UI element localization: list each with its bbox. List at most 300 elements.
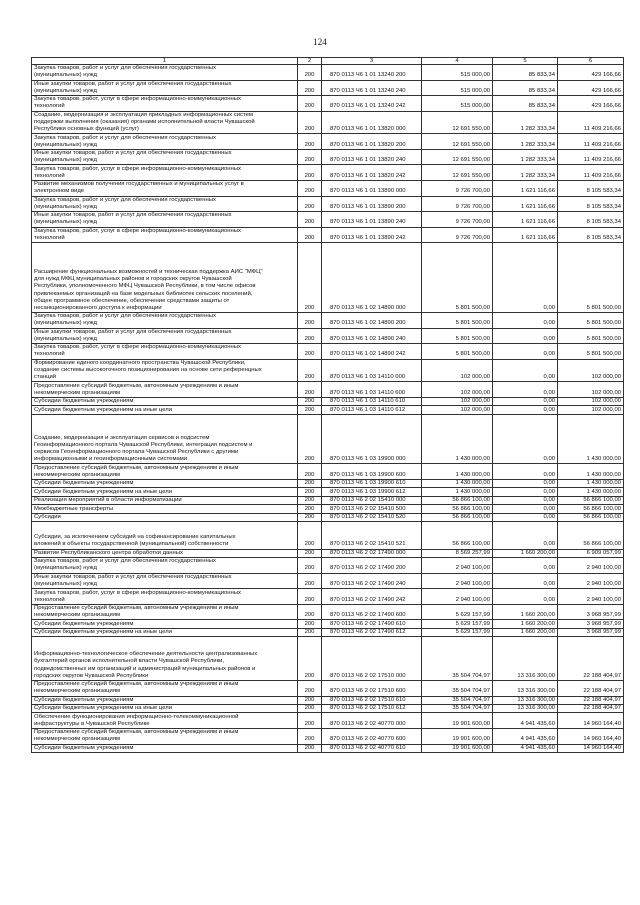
expense-name-line: Субсидии бюджетным учреждениям на иные цели: [34, 629, 173, 636]
expense-name-line: Предоставление субсидий бюджетным, автономным учреждениям и иным: [34, 605, 239, 612]
table-row: [32, 96, 624, 112]
table-row: [32, 65, 624, 81]
approved-amount-cell: 35 504 704,97: [422, 696, 493, 704]
expense-name-cell: [32, 522, 298, 549]
table-row: [32, 589, 624, 605]
table-row: [32, 397, 624, 405]
budget-classification-cell: 870 0113 Ч6 2 02 17490 200: [322, 558, 422, 574]
expense-name-line: Закупка товаров, работ и услуг для обеспечения государственных: [34, 65, 216, 72]
budget-classification-cell: 870 0113 Ч6 1 01 13820 200: [322, 134, 422, 150]
remaining-amount-cell: 102 000,00: [558, 406, 624, 414]
expense-name-line: (муниципальных) нужд: [34, 157, 97, 164]
expense-name-line: Закупка товаров, работ, услуг в сфере информационно-коммуникационных: [34, 344, 241, 351]
expense-name-line: Субсидии бюджетным учреждениям на иные цели: [34, 488, 173, 495]
remaining-amount-cell: 5 801 500,00: [558, 328, 624, 344]
budget-classification-cell: 870 0113 Ч6 1 03 14110 000: [322, 359, 422, 382]
expense-name-cell: [32, 713, 298, 729]
expense-name-line: (муниципальных) нужд: [34, 141, 97, 148]
approved-amount-cell: 35 504 704,97: [422, 680, 493, 696]
budget-classification-cell: 870 0113 Ч6 1 01 13820 242: [322, 165, 422, 181]
expense-name-line: (муниципальных) нужд: [34, 335, 97, 342]
executed-amount-cell: 1 660 200,00: [493, 549, 558, 557]
executed-amount-cell: 1 282 333,34: [493, 165, 558, 181]
table-row: [32, 505, 624, 513]
executed-amount-cell: 0,00: [493, 414, 558, 464]
expense-name-line: Закупка товаров, работ и услуг для обеспечения государственных: [34, 196, 216, 203]
code-cell: 200: [298, 196, 322, 212]
expense-name-line: Реализация мероприятий в области информатизации: [34, 497, 182, 504]
approved-amount-cell: 19 901 600,00: [422, 729, 493, 745]
budget-classification-cell: 870 0113 Ч6 1 01 13820 000: [322, 111, 422, 134]
budget-classification-cell: 870 0113 Ч6 1 03 19900 610: [322, 480, 422, 488]
expense-name-cell: [32, 480, 298, 488]
budget-classification-cell: 870 0113 Ч6 2 02 17510 612: [322, 704, 422, 712]
budget-classification-cell: 870 0113 Ч6 2 02 17490 240: [322, 573, 422, 589]
expense-name-cell: [32, 620, 298, 628]
code-cell: 200: [298, 696, 322, 704]
code-cell: 200: [298, 637, 322, 681]
expense-name-line: Республики, уполномоченного МФЦ Чувашской Республики, в том числе офисов: [34, 283, 256, 290]
code-cell: 200: [298, 165, 322, 181]
table-row: [32, 414, 624, 464]
table-row: [32, 406, 624, 414]
approved-amount-cell: 515 000,00: [422, 65, 493, 81]
expense-name-cell: [32, 149, 298, 165]
table-row: [32, 704, 624, 712]
expense-name-cell: [32, 729, 298, 745]
expense-name-cell: [32, 513, 298, 521]
code-cell: 200: [298, 480, 322, 488]
expense-name-cell: [32, 111, 298, 134]
remaining-amount-cell: 5 801 500,00: [558, 313, 624, 329]
budget-classification-cell: 870 0113 Ч6 1 01 13890 240: [322, 212, 422, 228]
executed-amount-cell: 13 316 300,00: [493, 704, 558, 712]
expense-name-line: Геоинформационного портала Чувашской Республики, интеграция подсистем и: [34, 441, 253, 448]
code-cell: 200: [298, 227, 322, 243]
header-cell: 1: [32, 58, 298, 65]
budget-classification-cell: 870 0113 Ч6 2 02 40770 610: [322, 744, 422, 752]
expense-name-line: (муниципальных) нужд: [34, 203, 97, 210]
budget-execution-table: [31, 57, 624, 753]
code-cell: 200: [298, 589, 322, 605]
code-cell: 200: [298, 604, 322, 620]
expense-name-cell: [32, 589, 298, 605]
code-cell: 200: [298, 513, 322, 521]
expense-name-line: Иные закупки товаров, работ и услуг для обеспечения государственных: [34, 328, 232, 335]
header-cell: 4: [422, 58, 493, 65]
table-row: [32, 637, 624, 681]
remaining-amount-cell: 8 105 583,34: [558, 196, 624, 212]
header-cell: 5: [493, 58, 558, 65]
remaining-amount-cell: 1 430 000,00: [558, 480, 624, 488]
remaining-amount-cell: 3 968 957,99: [558, 628, 624, 636]
remaining-amount-cell: 5 801 500,00: [558, 243, 624, 313]
executed-amount-cell: 0,00: [493, 505, 558, 513]
approved-amount-cell: 35 504 704,97: [422, 704, 493, 712]
expense-name-cell: [32, 464, 298, 480]
expense-name-line: технологий: [34, 351, 65, 358]
expense-name-line: технологий: [34, 235, 65, 241]
expense-name-cell: [32, 227, 298, 243]
page-number: 124: [313, 37, 327, 47]
expense-name-line: для нужд МФЦ муниципальных районов и городских округов Чувашской: [34, 276, 232, 283]
budget-classification-cell: 870 0113 Ч6 1 03 19900 000: [322, 414, 422, 464]
expense-name-line: некоммерческим организациям: [34, 688, 121, 695]
budget-classification-cell: 870 0113 Ч6 1 02 14890 242: [322, 344, 422, 360]
code-cell: 200: [298, 488, 322, 496]
code-cell: 200: [298, 628, 322, 636]
executed-amount-cell: 1 621 116,66: [493, 212, 558, 228]
code-cell: 200: [298, 406, 322, 414]
budget-classification-cell: 870 0113 Ч6 1 01 13890 242: [322, 227, 422, 243]
approved-amount-cell: 56 866 100,00: [422, 496, 493, 504]
executed-amount-cell: 0,00: [493, 382, 558, 398]
expense-name-line: Иные закупки товаров, работ и услуг для обеспечения государственных: [34, 573, 232, 580]
approved-amount-cell: 9 726 700,00: [422, 181, 493, 197]
remaining-amount-cell: 11 409 216,66: [558, 111, 624, 134]
expense-name-line: (муниципальных) нужд: [34, 565, 97, 572]
remaining-amount-cell: 22 188 404,97: [558, 704, 624, 712]
approved-amount-cell: 5 801 500,00: [422, 313, 493, 329]
budget-classification-cell: 870 0113 Ч6 2 02 17490 612: [322, 628, 422, 636]
expense-name-line: инфраструктуры в Чувашской Республике: [34, 720, 150, 727]
expense-name-line: Закупка товаров, работ, услуг в сфере информационно-коммуникационных: [34, 165, 241, 172]
expense-name-line: Республики основных функций (услуг): [34, 126, 139, 133]
table-row: [32, 464, 624, 480]
expense-name-line: несанкционированного доступа к информации: [34, 304, 162, 311]
expense-name-cell: [32, 359, 298, 382]
executed-amount-cell: 0,00: [493, 496, 558, 504]
expense-name-cell: [32, 328, 298, 344]
executed-amount-cell: 4 941 435,60: [493, 713, 558, 729]
code-cell: 200: [298, 134, 322, 150]
budget-classification-cell: 870 0113 Ч6 1 03 19900 612: [322, 488, 422, 496]
executed-amount-cell: 0,00: [493, 488, 558, 496]
code-cell: 200: [298, 414, 322, 464]
executed-amount-cell: 1 660 200,00: [493, 604, 558, 620]
executed-amount-cell: 13 316 300,00: [493, 680, 558, 696]
remaining-amount-cell: 11 409 216,66: [558, 149, 624, 165]
table-row: [32, 149, 624, 165]
remaining-amount-cell: 56 866 100,00: [558, 505, 624, 513]
remaining-amount-cell: 1 430 000,00: [558, 414, 624, 464]
expense-name-line: Предоставление субсидий бюджетным, автономным учреждениям и иным: [34, 464, 239, 471]
approved-amount-cell: 515 000,00: [422, 80, 493, 96]
expense-name-line: Создание, модернизация и эксплуатация сервисов и подсистем: [34, 434, 210, 441]
executed-amount-cell: 1 621 116,66: [493, 181, 558, 197]
expense-name-line: Закупка товаров, работ, услуг в сфере информационно-коммуникационных: [34, 227, 241, 234]
table-row: [32, 558, 624, 574]
table-row: [32, 604, 624, 620]
executed-amount-cell: 0,00: [493, 589, 558, 605]
remaining-amount-cell: 6 909 057,99: [558, 549, 624, 557]
expense-name-cell: [32, 637, 298, 681]
expense-name-line: Субсидии бюджетным учреждениям: [34, 480, 134, 487]
table-row: [32, 713, 624, 729]
expense-name-line: Развитие механизмов получения государственных и муниципальных услуг в: [34, 181, 244, 188]
expense-name-line: Создание, модернизация и эксплуатация прикладных информационных систем: [34, 111, 253, 118]
expense-name-line: Субсидии бюджетным учреждениям на иные цели: [34, 406, 173, 413]
expense-name-cell: [32, 344, 298, 360]
budget-classification-cell: 870 0113 Ч6 2 02 17490 000: [322, 549, 422, 557]
budget-classification-cell: 870 0113 Ч6 2 02 17510 000: [322, 637, 422, 681]
remaining-amount-cell: 56 866 100,00: [558, 496, 624, 504]
expense-name-cell: [32, 604, 298, 620]
remaining-amount-cell: 1 430 000,00: [558, 464, 624, 480]
approved-amount-cell: 9 726 700,00: [422, 196, 493, 212]
table-row: [32, 181, 624, 197]
expense-name-cell: [32, 628, 298, 636]
budget-classification-cell: 870 0113 Ч6 1 03 14110 612: [322, 406, 422, 414]
approved-amount-cell: 9 726 700,00: [422, 227, 493, 243]
executed-amount-cell: 0,00: [493, 397, 558, 405]
expense-name-cell: [32, 196, 298, 212]
expense-name-line: Субсидии бюджетным учреждениям: [34, 696, 134, 703]
executed-amount-cell: 0,00: [493, 328, 558, 344]
executed-amount-cell: 0,00: [493, 480, 558, 488]
expense-name-cell: [32, 212, 298, 228]
executed-amount-cell: 0,00: [493, 513, 558, 521]
expense-name-cell: [32, 496, 298, 504]
approved-amount-cell: 19 901 600,00: [422, 744, 493, 752]
executed-amount-cell: 0,00: [493, 522, 558, 549]
executed-amount-cell: 1 282 333,34: [493, 149, 558, 165]
approved-amount-cell: 9 726 700,00: [422, 212, 493, 228]
budget-classification-cell: 870 0113 Ч6 1 03 14110 600: [322, 382, 422, 398]
expense-name-cell: [32, 313, 298, 329]
expense-name-line: Предоставление субсидий бюджетным, автономным учреждениям и иным: [34, 681, 239, 688]
expense-name-line: Предоставление субсидий бюджетным, автономным учреждениям и иным: [34, 382, 239, 389]
table-row: [32, 359, 624, 382]
executed-amount-cell: 0,00: [493, 406, 558, 414]
expense-name-cell: [32, 488, 298, 496]
executed-amount-cell: 0,00: [493, 344, 558, 360]
budget-classification-cell: 870 0113 Ч6 1 02 14890 200: [322, 313, 422, 329]
executed-amount-cell: 13 316 300,00: [493, 696, 558, 704]
budget-classification-cell: 870 0113 Ч6 1 01 13820 240: [322, 149, 422, 165]
budget-classification-cell: 870 0113 Ч6 2 02 15410 000: [322, 496, 422, 504]
budget-classification-cell: 870 0113 Ч6 2 02 40770 600: [322, 729, 422, 745]
executed-amount-cell: 4 941 435,60: [493, 729, 558, 745]
approved-amount-cell: 2 940 100,00: [422, 558, 493, 574]
approved-amount-cell: 1 430 000,00: [422, 414, 493, 464]
expense-name-line: поддержки выполнения (оказания) органами исполнительной власти Чувашской: [34, 118, 255, 125]
expense-name-line: Обеспечение функционирования информационно-телекоммуникационной: [34, 713, 239, 720]
remaining-amount-cell: 1 430 000,00: [558, 488, 624, 496]
code-cell: 200: [298, 549, 322, 557]
remaining-amount-cell: 429 166,66: [558, 80, 624, 96]
approved-amount-cell: 102 000,00: [422, 397, 493, 405]
table-row: [32, 680, 624, 696]
budget-classification-cell: 870 0113 Ч6 2 02 15410 521: [322, 522, 422, 549]
expense-name-cell: [32, 165, 298, 181]
code-cell: 200: [298, 713, 322, 729]
remaining-amount-cell: 56 866 100,00: [558, 522, 624, 549]
executed-amount-cell: 85 833,34: [493, 80, 558, 96]
table-row: [32, 196, 624, 212]
table-row: [32, 227, 624, 243]
expense-name-line: технологий: [34, 596, 65, 603]
remaining-amount-cell: 56 866 100,00: [558, 513, 624, 521]
executed-amount-cell: 0,00: [493, 558, 558, 574]
approved-amount-cell: 102 000,00: [422, 382, 493, 398]
approved-amount-cell: 5 801 500,00: [422, 243, 493, 313]
header-cell: 3: [322, 58, 422, 65]
code-cell: 200: [298, 96, 322, 112]
expense-name-line: (муниципальных) нужд: [34, 219, 97, 226]
expense-name-line: Закупка товаров, работ и услуг для обеспечения государственных: [34, 558, 216, 565]
expense-name-cell: [32, 181, 298, 197]
remaining-amount-cell: 2 940 100,00: [558, 558, 624, 574]
expense-name-line: (муниципальных) нужд: [34, 72, 97, 79]
approved-amount-cell: 1 430 000,00: [422, 464, 493, 480]
expense-name-line: электронном виде: [34, 188, 85, 195]
expense-name-line: бухгалтерий органов исполнительной власти Чувашской Республики,: [34, 658, 225, 665]
expense-name-line: Субсидии бюджетным учреждениям: [34, 398, 134, 405]
code-cell: 200: [298, 359, 322, 382]
table-row: [32, 696, 624, 704]
expense-name-cell: [32, 505, 298, 513]
executed-amount-cell: 0,00: [493, 243, 558, 313]
remaining-amount-cell: 22 188 404,97: [558, 696, 624, 704]
code-cell: 200: [298, 573, 322, 589]
table-row: [32, 313, 624, 329]
code-cell: 200: [298, 729, 322, 745]
approved-amount-cell: 5 629 157,99: [422, 628, 493, 636]
expense-name-line: Межбюджетные трансферты: [34, 505, 114, 512]
budget-classification-cell: 870 0113 Ч6 1 01 13240 242: [322, 96, 422, 112]
approved-amount-cell: 56 866 100,00: [422, 522, 493, 549]
expense-name-line: некоммерческим организациям: [34, 389, 121, 396]
table-row: [32, 573, 624, 589]
remaining-amount-cell: 429 166,66: [558, 65, 624, 81]
remaining-amount-cell: 102 000,00: [558, 382, 624, 398]
expense-name-cell: [32, 744, 298, 752]
expense-name-line: некоммерческим организациям: [34, 612, 121, 619]
expense-name-line: информационными и геоинформационными системами: [34, 456, 188, 463]
budget-classification-cell: 870 0113 Ч6 2 02 17490 242: [322, 589, 422, 605]
expense-name-line: (муниципальных) нужд: [34, 581, 97, 588]
code-cell: 200: [298, 505, 322, 513]
expense-name-line: Субсидии: [34, 514, 61, 521]
expense-name-line: Закупка товаров, работ, услуг в сфере информационно-коммуникационных: [34, 589, 241, 596]
expense-name-line: технологий: [34, 172, 65, 179]
budget-classification-cell: 870 0113 Ч6 2 02 15410 500: [322, 505, 422, 513]
executed-amount-cell: 1 621 116,66: [493, 196, 558, 212]
code-cell: 200: [298, 344, 322, 360]
code-cell: 200: [298, 744, 322, 752]
approved-amount-cell: 2 940 100,00: [422, 589, 493, 605]
executed-amount-cell: 0,00: [493, 464, 558, 480]
table-row: [32, 165, 624, 181]
remaining-amount-cell: 3 968 957,99: [558, 620, 624, 628]
expense-name-line: Субсидии бюджетным учреждениям: [34, 620, 134, 627]
expense-name-line: (муниципальных) нужд: [34, 87, 97, 94]
approved-amount-cell: 1 430 000,00: [422, 488, 493, 496]
approved-amount-cell: 56 866 100,00: [422, 513, 493, 521]
expense-name-line: Формирование единого координатного пространства Чувашской Республики,: [34, 359, 246, 366]
approved-amount-cell: 56 866 100,00: [422, 505, 493, 513]
budget-classification-cell: 870 0113 Ч6 2 02 15410 520: [322, 513, 422, 521]
executed-amount-cell: 1 660 200,00: [493, 620, 558, 628]
budget-classification-cell: 870 0113 Ч6 1 02 14890 000: [322, 243, 422, 313]
expense-name-cell: [32, 80, 298, 96]
table-row: [32, 382, 624, 398]
expense-name-line: станций: [34, 374, 57, 381]
expense-name-cell: [32, 96, 298, 112]
expense-name-cell: [32, 134, 298, 150]
table-header-row: [32, 58, 624, 65]
expense-name-line: привлекаемых организаций на базе модельных библиотек сельских поселений,: [34, 290, 253, 297]
table-row: [32, 620, 624, 628]
approved-amount-cell: 8 569 257,99: [422, 549, 493, 557]
expense-name-cell: [32, 382, 298, 398]
expense-name-cell: [32, 704, 298, 712]
executed-amount-cell: 1 282 333,34: [493, 111, 558, 134]
expense-name-cell: [32, 243, 298, 313]
expense-name-cell: [32, 397, 298, 405]
code-cell: 200: [298, 181, 322, 197]
remaining-amount-cell: 11 409 216,66: [558, 134, 624, 150]
budget-classification-cell: 870 0113 Ч6 2 02 17510 600: [322, 680, 422, 696]
table-row: [32, 134, 624, 150]
executed-amount-cell: 0,00: [493, 573, 558, 589]
code-cell: 200: [298, 80, 322, 96]
budget-classification-cell: 870 0113 Ч6 2 02 17490 610: [322, 620, 422, 628]
code-cell: 200: [298, 313, 322, 329]
executed-amount-cell: 85 833,34: [493, 96, 558, 112]
executed-amount-cell: 0,00: [493, 313, 558, 329]
table-row: [32, 212, 624, 228]
remaining-amount-cell: 102 000,00: [558, 359, 624, 382]
expense-name-line: некоммерческим организациям: [34, 471, 121, 478]
budget-classification-cell: 870 0113 Ч6 1 01 13240 240: [322, 80, 422, 96]
remaining-amount-cell: 22 188 404,97: [558, 637, 624, 681]
remaining-amount-cell: 14 960 164,40: [558, 744, 624, 752]
approved-amount-cell: 2 940 100,00: [422, 573, 493, 589]
approved-amount-cell: 515 000,00: [422, 96, 493, 112]
approved-amount-cell: 12 691 550,00: [422, 149, 493, 165]
expense-name-line: Иные закупки товаров, работ и услуг для обеспечения государственных: [34, 80, 232, 87]
expense-name-line: подведомственных им организаций и администраций муниципальных районов и: [34, 665, 256, 672]
approved-amount-cell: 102 000,00: [422, 406, 493, 414]
expense-name-line: Предоставление субсидий бюджетным, автономным учреждениям и иным: [34, 729, 239, 736]
budget-classification-cell: 870 0113 Ч6 1 03 19900 600: [322, 464, 422, 480]
code-cell: 200: [298, 496, 322, 504]
expense-name-line: Закупка товаров, работ и услуг для обеспечения государственных: [34, 313, 216, 320]
table-row: [32, 522, 624, 549]
executed-amount-cell: 0,00: [493, 359, 558, 382]
executed-amount-cell: 1 660 200,00: [493, 628, 558, 636]
code-cell: 200: [298, 212, 322, 228]
expense-name-cell: [32, 558, 298, 574]
expense-name-line: общее программное обеспечение, обеспечение средствами защиты от: [34, 297, 230, 304]
table-row: [32, 628, 624, 636]
approved-amount-cell: 5 629 157,99: [422, 620, 493, 628]
remaining-amount-cell: 102 000,00: [558, 397, 624, 405]
remaining-amount-cell: 14 960 164,40: [558, 713, 624, 729]
expense-name-line: технологий: [34, 103, 65, 110]
expense-name-line: сервисов Геоинформационного портала Чувашской Республики с другими: [34, 449, 239, 456]
budget-classification-cell: 870 0113 Ч6 2 02 40770 000: [322, 713, 422, 729]
budget-classification-cell: 870 0113 Ч6 1 02 14890 240: [322, 328, 422, 344]
table-row: [32, 243, 624, 313]
code-cell: 200: [298, 680, 322, 696]
table-row: [32, 729, 624, 745]
approved-amount-cell: 5 801 500,00: [422, 344, 493, 360]
expense-name-line: Субсидии, за исключением субсидий на софинансирование капитальных: [34, 534, 236, 541]
table-row: [32, 496, 624, 504]
